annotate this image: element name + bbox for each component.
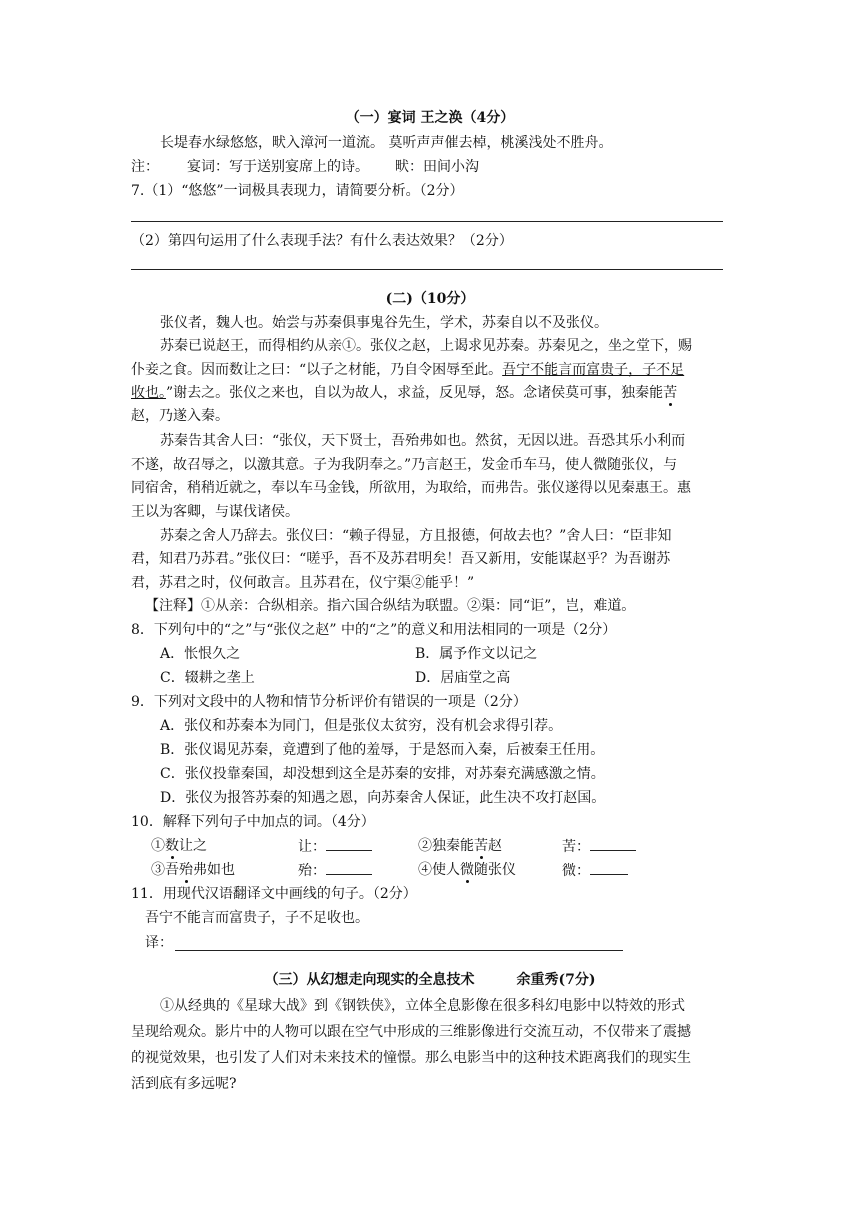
question-10: 10．解释下列句子中加点的词。（4分） (131, 814, 375, 830)
underlined-sentence-end: 收也。 (131, 385, 166, 401)
passage-para-3-line-1: 苏秦告其舍人曰：“张仪，天下贤士，吾殆弗如也。然贫，无因以进。吾恐其乐小利而 (160, 433, 686, 449)
poem-notes (131, 157, 479, 177)
section3-title (0, 970, 860, 990)
article-para-1-line-3: 的视觉效果，也引发了人们对未来技术的憧憬。那么电影当中的这种技术距离我们的现实生 (131, 1050, 691, 1066)
note-1: 宴词：写于送别宴席上的诗。 (187, 159, 369, 175)
underlined-sentence: 吾宁不能言而富贵子，子不足 (502, 362, 685, 378)
q11-translation-label: 译： (145, 935, 173, 951)
article-title: （三）从幻想走向现实的全息技术 (264, 972, 475, 988)
passage-para-4-line-3: 君，苏君之时，仪何敢言。且苏君在，仪宁渠②能乎！” (131, 575, 475, 591)
answer-blank-2[interactable] (590, 836, 636, 851)
passage-para-4-line-2: 君，知君乃苏君。”张仪曰：“嗟乎，吾不及苏君明矣！吾又新用，安能谋赵乎？为吾谢苏 (131, 551, 671, 567)
q8-option-b[interactable]: B．属予作文以记之 (415, 646, 538, 662)
passage-para-4-line-1: 苏秦之舍人乃辞去。张仪曰：“赖子得显，方且报德，何故去也？”舍人曰：“臣非知 (160, 528, 672, 544)
dotted-char: 苦 (663, 385, 678, 401)
passage-para-2-line-4: 赵，乃遂入秦。 (131, 408, 229, 424)
q11-answer-line[interactable] (175, 950, 623, 951)
section2-title: (二)（10分） (385, 291, 475, 307)
article-para-1-line-2: 呈现给观众。影片中的人物可以跟在空气中形成的三维影像进行交流互动，不仅带来了震撼 (131, 1024, 691, 1040)
q10-item-2: ②独秦能苦赵 (418, 838, 502, 854)
passage-text: 仆妾之食。因而数让之曰：“以子之材能，乃自令困辱至此。 (131, 362, 503, 378)
answer-line-7-2[interactable] (131, 269, 723, 270)
dotted-char: 数 (165, 838, 179, 854)
passage-para-1: 张仪者，魏人也。始尝与苏秦俱事鬼谷先生，学术，苏秦自以不及张仪。 (160, 315, 608, 331)
q10-item-3: ③吾殆弗如也 (151, 862, 235, 878)
answer-line-7-1[interactable] (131, 221, 723, 222)
q10-answer-3: 殆： (298, 860, 372, 881)
dotted-char: 微 (460, 862, 474, 878)
passage-text: ”谢去之。张仪之来也，自以为故人，求益，反见辱，怒。念诸侯莫可事，独秦能 (166, 385, 664, 401)
article-author: 余重秀(7分) (516, 972, 596, 988)
note-label: 注： (131, 159, 159, 175)
q9-option-c[interactable]: C．张仪投靠秦国，却没想到这全是苏秦的安排，对苏秦充满感激之情。 (160, 766, 605, 782)
dotted-char: 殆 (179, 862, 193, 878)
answer-blank-3[interactable] (326, 860, 372, 875)
q8-option-d[interactable]: D．居庙堂之高 (415, 670, 511, 686)
section1-title: （一）宴词 王之涣（4分） (345, 110, 515, 126)
q10-answer-1: 让： (298, 836, 372, 857)
passage-para-2-line-2 (131, 360, 684, 380)
article-para-1-line-4: 活到底有多远呢? (131, 1076, 237, 1092)
q8-option-c[interactable]: C．辍耕之垄上 (160, 670, 255, 686)
q10-item-4: ④使人微随张仪 (418, 862, 516, 878)
passage-para-3-line-2: 不遂，故召辱之，以激其意。子为我阴奉之。”乃言赵王，发金币车马，使人微随张仪，与 (131, 457, 678, 473)
passage-para-3-line-4: 王以为客卿，与谋伐诸侯。 (131, 504, 299, 520)
passage-para-2-line-3 (131, 383, 677, 403)
q9-option-a[interactable]: A．张仪和苏秦本为同门，但是张仪太贫穷，没有机会求得引荐。 (160, 718, 563, 734)
q10-item-1: ①数让之 (151, 838, 207, 854)
question-11: 11．用现代汉语翻译文中画线的句子。（2分） (131, 886, 417, 902)
poem-text: 长堤春水绿悠悠，畎入漳河一道流。 莫听声声催去棹，桃溪浅处不胜舟。 (160, 135, 613, 151)
q9-option-b[interactable]: B．张仪谒见苏秦，竟遭到了他的羞辱，于是怒而入秦，后被秦王任用。 (160, 742, 605, 758)
dotted-char: 苦 (474, 838, 488, 854)
passage-para-3-line-3: 同宿舍，稍稍近就之，奉以车马金钱，所欲用，为取给，而弗告。张仪遂得以见秦惠王。惠 (131, 480, 691, 496)
q10-answer-2: 苦： (562, 836, 636, 857)
q11-sentence: 吾宁不能言而富贵子，子不足收也。 (145, 910, 369, 926)
article-para-1-line-1: ①从经典的《星球大战》到《钢铁侠》，立体全息影像在很多科幻电影中以特效的形式 (160, 998, 685, 1014)
answer-blank-1[interactable] (326, 836, 372, 851)
q8-option-a[interactable]: A．怅恨久之 (160, 646, 241, 662)
note-2: 畎：田间小沟 (395, 159, 479, 175)
question-7-2: （2）第四句运用了什么表现手法？有什么表达效果？（2分） (131, 233, 513, 249)
answer-blank-4[interactable] (590, 860, 628, 875)
question-9: 9．下列对文段中的人物和情节分析评价有错误的一项是（2分） (131, 694, 527, 710)
question-7-1: 7.（1）“悠悠”一词极具表现力，请简要分析。（2分） (131, 183, 464, 199)
annotation: 【注释】①从亲：合纵相亲。指六国合纵结为联盟。②渠：同“讵”，岂，难道。 (145, 598, 636, 614)
question-8: 8．下列句中的“之”与“张仪之赵” 中的“之”的意义和用法相同的一项是（2分） (131, 622, 617, 638)
q9-option-d[interactable]: D．张仪为报答苏秦的知遇之恩，向苏秦舍人保证，此生决不攻打赵国。 (160, 790, 606, 806)
passage-para-2-line-1: 苏秦已说赵王，而得相约从亲①。张仪之赵，上谒求见苏秦。苏秦见之，坐之堂下，赐 (160, 338, 692, 354)
q10-answer-4: 微： (562, 860, 628, 881)
